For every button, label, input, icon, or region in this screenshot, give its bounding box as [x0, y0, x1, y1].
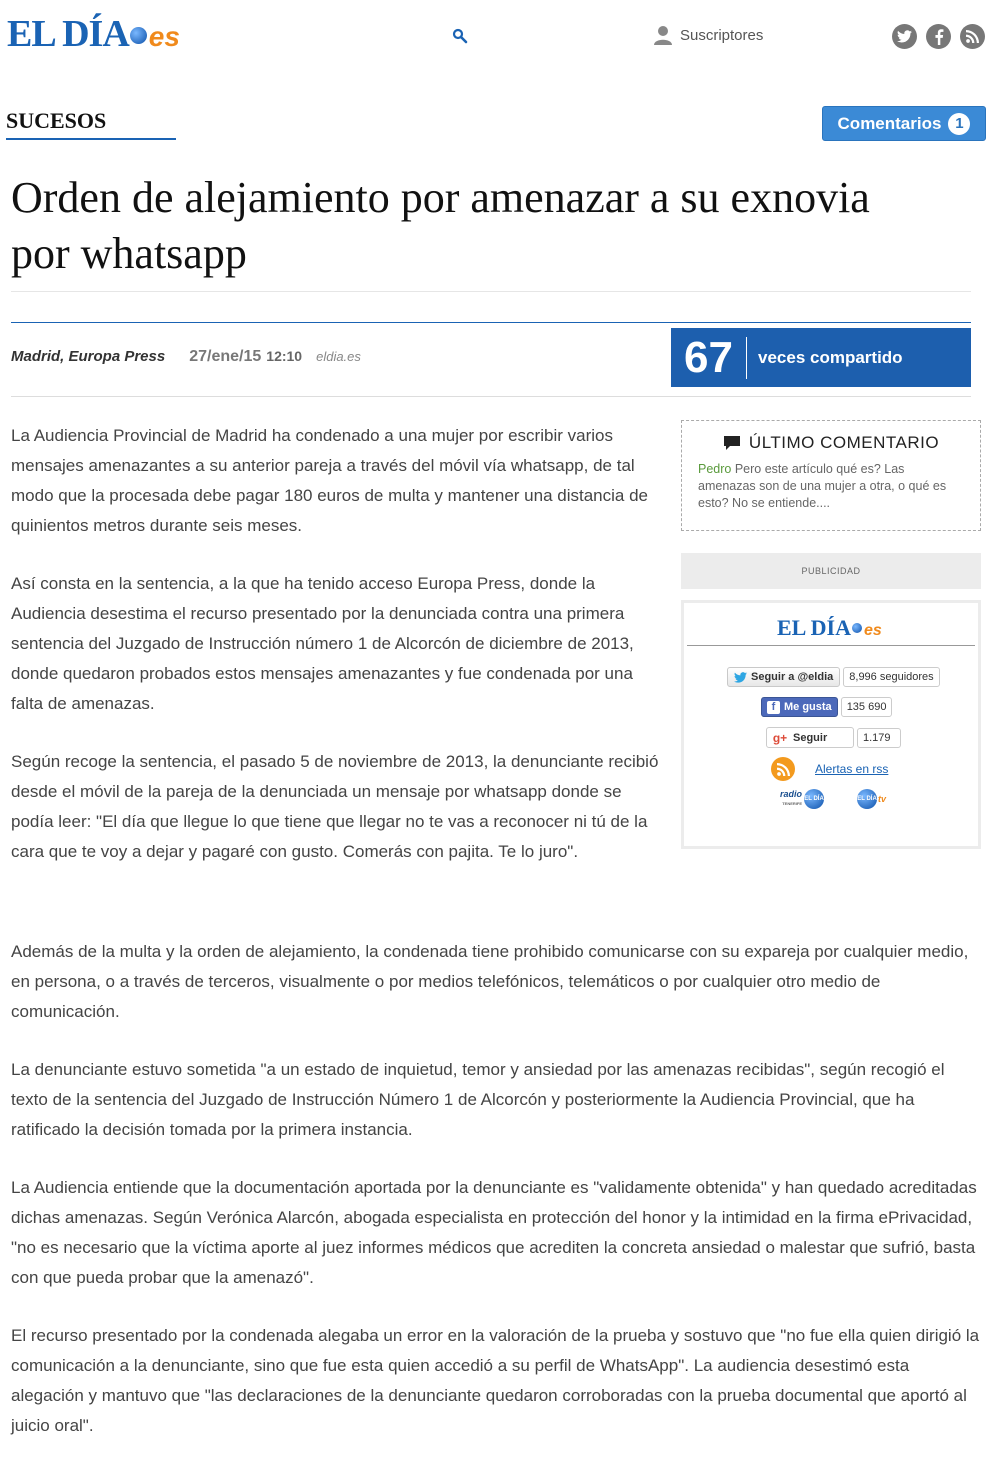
site-header	[0, 0, 987, 72]
radio-label: radio	[780, 789, 803, 799]
twitter-follower-count: 8,996 seguidores	[843, 667, 939, 687]
comments-button[interactable]	[822, 106, 986, 141]
article-paragraph: La Audiencia Provincial de Madrid ha condenado a una mujer por escribir varios mensajes amenazantes a su anterior pareja a través del móvil vía whatsapp, de tal modo que la procesada debe pagar 180 euros de multa y mantener una distancia de quinientos metros durante seis meses.	[11, 426, 648, 535]
eldia-tv-logo[interactable]	[857, 789, 886, 809]
comments-count-badge: 1	[948, 113, 970, 135]
article-paragraph: La denunciante estuvo sometida "a un estado de inquietud, temor y ansiedad por las amenazas recibidas", según recogió el texto de la sentencia del Juzgado de Instrucción Número 1 de Alcorcón y posteriormente la Audiencia Provincial, que ha ratificado la decisión tomada por la primera instancia.	[11, 1060, 945, 1139]
twitter-follow-row	[727, 667, 940, 687]
subscribers-label: Suscriptores	[680, 26, 764, 44]
title-divider	[11, 291, 971, 292]
rss-row	[771, 757, 888, 781]
gplus-icon: g+	[772, 730, 788, 745]
share-count: 67	[671, 337, 747, 379]
twitter-bird-icon	[734, 672, 747, 683]
radio-globe-icon: EL DÍA	[804, 789, 824, 809]
facebook-like-row	[761, 697, 892, 717]
logo-globe-icon	[130, 27, 147, 44]
article-paragraph: El recurso presentado por la condenada alegaba un error en la valoración de la prueba y sostuvo que "no fue ella quien dirigió la comunicación a la denunciante, sino que fue esta quien accedió a su perfil de WhatsApp". La audiencia desestimó esta alegación y mantuvo que "las declaraciones de la denunciante quedaron corroboradas con la prueba documental que aportó al juicio oral".	[11, 1326, 980, 1435]
facebook-icon[interactable]	[926, 24, 951, 49]
twitter-follow-button[interactable]	[727, 667, 840, 687]
share-label: veces compartido	[758, 347, 903, 367]
article-title: Orden de alejamiento por amenazar a su exnovia por whatsapp	[11, 173, 870, 278]
last-comment-user[interactable]: Pedro	[698, 462, 732, 476]
twitter-icon[interactable]	[892, 24, 917, 49]
last-comment-heading	[698, 433, 964, 453]
byline-time: 12:10	[266, 348, 303, 364]
last-comment-title: ÚLTIMO COMENTARIO	[748, 433, 940, 452]
article-paragraph: Así consta en la sentencia, a la que ha tenido acceso Europa Press, donde la Audiencia desestima el recurso presentado por la denunciada contra una primera sentencia del Juzgado de Instrucción número 1 de Alcorcón de diciembre de 2013, donde quedaron probados estos mensajes amenazantes y fue condenada por una falta de amenazas.	[11, 574, 634, 713]
article-paragraph: Además de la multa y la orden de alejamiento, la condenada tiene prohibido comunicarse con su expareja por cualquier medio, en persona, o a través de terceros, visualmente o por medios telefónicos, telemáticos o por cualquier otro medio de comunicación.	[11, 942, 969, 1021]
radio-sub-label: TENERIFE	[782, 801, 803, 806]
widget-logo-suffix: es	[863, 622, 882, 639]
logo-main-text: EL DÍA	[7, 13, 129, 55]
rss-icon[interactable]	[960, 24, 985, 49]
byline-date: 27/ene/15	[189, 348, 262, 365]
twitter-follow-label: Seguir a @eldia	[751, 671, 834, 683]
byline-source: eldia.es	[316, 349, 361, 364]
article-paragraph: La Audiencia entiende que la documentación aportada por la denunciante es "validamente obtenida" y han quedado acreditadas dichas amenazas. Según Verónica Alarcón, abogada especialista en protección del honor y la intimidad en la firma ePrivacidad, "no es necesario que la víctima aporte al juez informes médicos que acrediten la concreta ansiedad o malestar que sufrió, basta con que pueda probar que la amenazó".	[11, 1178, 977, 1287]
search-icon[interactable]	[452, 28, 468, 44]
last-comment-box[interactable]	[681, 420, 981, 531]
tv-globe-icon: EL DÍA	[857, 789, 877, 809]
byline-bottom-divider	[11, 396, 971, 397]
rss-alerts-link[interactable]: Alertas en rss	[815, 762, 889, 776]
widget-logo-globe-icon	[852, 623, 862, 633]
social-links	[892, 24, 985, 49]
last-comment-text: Pero este artículo qué es? Las amenazas son de una mujer a otra, o qué es esto? No se entiende....	[698, 462, 947, 510]
widget-logo-main: EL DÍA	[777, 615, 851, 640]
widget-divider	[687, 645, 975, 646]
logo-suffix-text: es	[148, 21, 180, 52]
facebook-like-button[interactable]	[761, 697, 838, 717]
user-icon	[652, 24, 674, 46]
share-counter	[671, 328, 971, 387]
article-byline	[11, 348, 361, 366]
section-label[interactable]: SUCESOS	[6, 108, 176, 140]
social-widget	[681, 600, 981, 849]
gplus-follow-row	[766, 727, 901, 748]
facebook-f-icon: f	[767, 701, 780, 714]
last-comment-body	[698, 461, 964, 512]
gplus-follow-button[interactable]	[766, 727, 854, 748]
facebook-like-label: Me gusta	[784, 701, 832, 713]
gplus-follow-count: 1.179	[857, 728, 901, 748]
tv-label: tv	[878, 794, 887, 804]
byline-author: Madrid, Europa Press	[11, 348, 166, 365]
facebook-like-count: 135 690	[841, 697, 893, 717]
rss-feed-icon[interactable]	[771, 757, 795, 781]
gplus-follow-label: Seguir	[793, 731, 828, 744]
advertisement-label: PUBLICIDAD	[681, 553, 981, 589]
article-paragraph: Según recoge la sentencia, el pasado 5 de noviembre de 2013, la denunciante recibió desde el móvil de la pareja de la denunciada un mensaje por whatsapp donde se podía leer: "El día que llegue lo que tiene que llegar no te vas a reconocer ni tú de la cara que te voy a dejar y pagaré con gusto. Comerás con pajita. Te lo juro".	[11, 752, 659, 861]
radio-eldia-logo[interactable]	[780, 789, 824, 809]
subscribers-link[interactable]	[652, 24, 763, 46]
comments-label: Comentarios	[837, 113, 942, 133]
byline-top-divider	[11, 322, 971, 323]
site-logo[interactable]	[7, 12, 180, 56]
widget-logo[interactable]	[777, 615, 882, 641]
speech-bubble-icon	[723, 435, 741, 451]
